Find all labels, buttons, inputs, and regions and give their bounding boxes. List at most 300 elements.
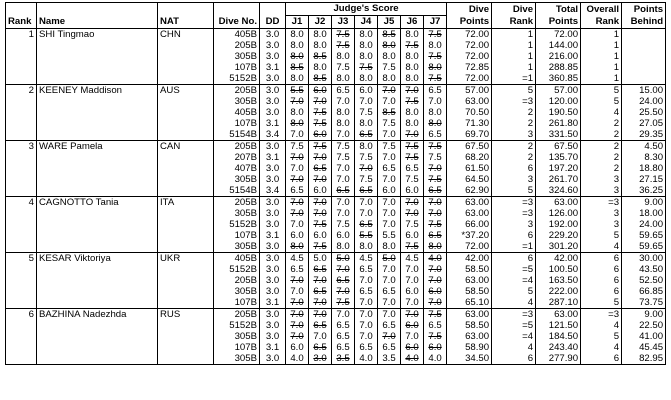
judge-score-cell <box>355 29 378 41</box>
judge-score-cell <box>309 342 332 353</box>
dive-points: 63.00 <box>447 208 492 219</box>
judge-score-cell <box>309 118 332 129</box>
judge-score-cell <box>401 320 424 331</box>
judge-score: 7.0 <box>290 331 304 342</box>
judge-score: 6.5 <box>336 275 350 286</box>
judge-score: 8.0 <box>359 40 373 51</box>
total-points: 324.60 <box>536 185 581 197</box>
judge-score: 7.0 <box>359 163 373 174</box>
judge-score-cell <box>424 29 447 41</box>
judge-score: 7.5 <box>336 40 350 51</box>
dive-number: 305B <box>214 96 260 107</box>
overall-rank: 2 <box>581 152 622 163</box>
dive-rank: 3 <box>492 219 536 230</box>
judge-score-cell <box>424 241 447 253</box>
judge-score-cell <box>355 253 378 265</box>
judge-score: 7.0 <box>405 331 419 342</box>
judge-score: 8.0 <box>428 118 442 129</box>
header-nat: NAT <box>158 3 214 29</box>
athlete-name: BAZHINA Nadezhda <box>37 309 158 321</box>
empty-cell <box>6 275 37 286</box>
empty-cell <box>6 163 37 174</box>
empty-cell <box>158 174 214 185</box>
judge-score: 7.5 <box>313 107 327 118</box>
overall-rank: 4 <box>581 320 622 331</box>
empty-cell <box>158 40 214 51</box>
judge-score-cell <box>355 174 378 185</box>
empty-cell <box>37 342 158 353</box>
judge-score: 8.0 <box>405 73 419 84</box>
dive-dd: 3.0 <box>260 96 286 107</box>
judge-score-cell <box>332 40 355 51</box>
points-behind: 29.35 <box>622 129 666 141</box>
dive-number: 205B <box>214 141 260 153</box>
empty-cell <box>6 152 37 163</box>
dive-rank: =3 <box>492 96 536 107</box>
judge-score: 4.5 <box>290 253 304 264</box>
judge-score-cell <box>401 297 424 309</box>
dive-points: 72.00 <box>447 29 492 41</box>
judge-score-cell <box>355 241 378 253</box>
judge-score-cell <box>355 96 378 107</box>
judge-score-cell <box>401 230 424 241</box>
judge-score-cell <box>332 51 355 62</box>
judge-score: 8.5 <box>313 51 327 62</box>
judge-score: 6.0 <box>313 129 327 140</box>
overall-rank: =3 <box>581 197 622 209</box>
judge-score-cell <box>424 331 447 342</box>
judge-score: 7.5 <box>405 141 419 152</box>
judge-score-cell <box>401 107 424 118</box>
judge-score-cell <box>309 297 332 309</box>
judge-score-cell <box>424 51 447 62</box>
judge-score: 7.0 <box>359 275 373 286</box>
judge-score: 7.0 <box>290 219 304 230</box>
judge-score: 7.0 <box>428 297 442 308</box>
dive-dd: 3.0 <box>260 264 286 275</box>
points-behind: 15.00 <box>622 85 666 97</box>
judge-score-cell <box>401 275 424 286</box>
judge-score: 6.0 <box>428 286 442 297</box>
points-behind: 4.50 <box>622 141 666 153</box>
judge-score: 7.5 <box>428 331 442 342</box>
judge-score: 6.5 <box>336 320 350 331</box>
header-judge-1: J1 <box>286 16 309 29</box>
empty-cell <box>158 96 214 107</box>
judge-score-cell <box>309 174 332 185</box>
dive-rank: 1 <box>492 29 536 41</box>
table-row <box>6 96 666 107</box>
judge-score: 6.0 <box>405 320 419 331</box>
judge-score: 4.0 <box>428 253 442 264</box>
judge-score: 7.0 <box>359 297 373 308</box>
header-overall-rank: Overall Rank <box>581 3 622 29</box>
overall-rank: 1 <box>581 51 622 62</box>
judge-score-cell <box>424 342 447 353</box>
empty-cell <box>158 62 214 73</box>
judge-score-cell <box>378 141 401 153</box>
judge-score-cell <box>309 163 332 174</box>
judge-score: 7.0 <box>405 297 419 308</box>
judge-score: 8.0 <box>428 107 442 118</box>
judge-score-cell <box>332 129 355 141</box>
table-row <box>6 129 666 141</box>
dive-rank: 5 <box>492 286 536 297</box>
dive-number: 305B <box>214 353 260 365</box>
judge-score-cell <box>378 342 401 353</box>
empty-cell <box>37 62 158 73</box>
judge-score-cell <box>286 51 309 62</box>
athlete-nat: CAN <box>158 141 214 153</box>
points-behind: 24.00 <box>622 219 666 230</box>
dive-points: 71.30 <box>447 118 492 129</box>
points-behind: 27.05 <box>622 118 666 129</box>
total-points: 72.00 <box>536 29 581 41</box>
judge-score: 8.0 <box>359 241 373 252</box>
points-behind: 18.00 <box>622 208 666 219</box>
dive-dd: 3.0 <box>260 40 286 51</box>
empty-cell <box>37 297 158 309</box>
judge-score: 8.0 <box>290 241 304 252</box>
dive-number: 405B <box>214 107 260 118</box>
dive-dd: 3.0 <box>260 320 286 331</box>
total-points: 135.70 <box>536 152 581 163</box>
header-name: Name <box>37 3 158 29</box>
dive-number: 205B <box>214 197 260 209</box>
athlete-name: SHI Tingmao <box>37 29 158 41</box>
judge-score-cell <box>332 219 355 230</box>
judge-score: 7.5 <box>428 219 442 230</box>
judge-score-cell <box>286 241 309 253</box>
judge-score: 6.5 <box>336 331 350 342</box>
athlete-nat: CHN <box>158 29 214 41</box>
dive-dd: 3.1 <box>260 62 286 73</box>
judge-score-cell <box>401 264 424 275</box>
judge-score-cell <box>378 353 401 365</box>
total-points: 42.00 <box>536 253 581 265</box>
judge-score: 7.0 <box>290 197 304 208</box>
dive-dd: 3.0 <box>260 353 286 365</box>
judge-score: 8.0 <box>382 51 396 62</box>
judge-score: 3.0 <box>313 353 327 364</box>
judge-score-cell <box>332 286 355 297</box>
judge-score: 6.5 <box>290 264 304 275</box>
empty-cell <box>158 185 214 197</box>
judge-score: 8.0 <box>290 107 304 118</box>
judge-score-cell <box>378 264 401 275</box>
athlete-rank: 2 <box>6 85 37 97</box>
dive-rank: 6 <box>492 230 536 241</box>
judge-score-cell <box>378 275 401 286</box>
header-judge-4: J4 <box>355 16 378 29</box>
table-row <box>6 141 666 153</box>
empty-cell <box>158 129 214 141</box>
judge-score-cell <box>378 96 401 107</box>
empty-cell <box>37 107 158 118</box>
judge-score-cell <box>378 297 401 309</box>
judge-score-cell <box>424 286 447 297</box>
judge-score: 7.0 <box>359 331 373 342</box>
dive-dd: 3.1 <box>260 230 286 241</box>
judge-score: 6.5 <box>313 342 327 353</box>
judge-score: 8.0 <box>290 118 304 129</box>
judge-score-cell <box>286 118 309 129</box>
points-behind: 24.00 <box>622 96 666 107</box>
dive-rank: 5 <box>492 85 536 97</box>
judge-score-cell <box>424 197 447 209</box>
judge-score: 8.0 <box>336 51 350 62</box>
table-row <box>6 309 666 321</box>
judge-score: 8.0 <box>405 118 419 129</box>
judge-score-cell <box>401 185 424 197</box>
judge-score: 7.5 <box>359 174 373 185</box>
judge-score-cell <box>355 353 378 365</box>
dive-points: 63.00 <box>447 96 492 107</box>
judge-score: 6.0 <box>313 85 327 96</box>
dive-points: 72.00 <box>447 40 492 51</box>
judge-score: 8.0 <box>359 51 373 62</box>
judge-score: 7.0 <box>382 264 396 275</box>
judge-score-cell <box>401 241 424 253</box>
judge-score: 8.0 <box>428 241 442 252</box>
dive-points: 67.50 <box>447 141 492 153</box>
dive-rank: 3 <box>492 174 536 185</box>
table-row <box>6 219 666 230</box>
points-behind: 9.00 <box>622 197 666 209</box>
judge-score-cell <box>309 208 332 219</box>
points-behind: 73.75 <box>622 297 666 309</box>
points-behind: 30.00 <box>622 253 666 265</box>
dive-points: 72.00 <box>447 241 492 253</box>
judge-score-cell <box>378 197 401 209</box>
table-row <box>6 62 666 73</box>
judge-score: 7.0 <box>336 309 350 320</box>
judge-score: 5.5 <box>290 85 304 96</box>
judge-score: 7.0 <box>336 96 350 107</box>
judge-score: 7.5 <box>428 73 442 84</box>
judge-score-cell <box>424 96 447 107</box>
points-behind: 45.45 <box>622 342 666 353</box>
dive-dd: 3.0 <box>260 331 286 342</box>
total-points: 121.50 <box>536 320 581 331</box>
dive-number: 305B <box>214 286 260 297</box>
dive-rank: =1 <box>492 241 536 253</box>
dive-rank: 4 <box>492 342 536 353</box>
judge-score-cell <box>309 241 332 253</box>
judge-score-cell <box>424 230 447 241</box>
judge-score: 7.5 <box>336 297 350 308</box>
judge-score: 6.5 <box>313 264 327 275</box>
header-dive-rank: Dive Rank <box>492 3 536 29</box>
judge-score: 7.5 <box>428 152 442 163</box>
dive-dd: 3.0 <box>260 107 286 118</box>
dive-dd: 3.0 <box>260 286 286 297</box>
judge-score: 8.0 <box>428 62 442 73</box>
judge-score-cell <box>309 152 332 163</box>
table-row <box>6 353 666 365</box>
judge-score-cell <box>332 185 355 197</box>
judge-score-cell <box>286 107 309 118</box>
judge-score: 5.0 <box>313 253 327 264</box>
judge-score-cell <box>355 118 378 129</box>
judge-score-cell <box>401 62 424 73</box>
judge-score: 7.5 <box>336 29 350 40</box>
total-points: 197.20 <box>536 163 581 174</box>
athlete-group <box>6 253 666 309</box>
dive-rank: 3 <box>492 129 536 141</box>
total-points: 190.50 <box>536 107 581 118</box>
judge-score-cell <box>286 342 309 353</box>
judge-score-cell <box>309 107 332 118</box>
judge-score-cell <box>286 309 309 321</box>
judge-score: 6.5 <box>336 185 350 196</box>
empty-cell <box>6 353 37 365</box>
judge-score-cell <box>378 118 401 129</box>
total-points: 192.00 <box>536 219 581 230</box>
judge-score: 7.5 <box>382 118 396 129</box>
judge-score: 8.0 <box>290 40 304 51</box>
judge-score: 8.0 <box>382 73 396 84</box>
judge-score: 4.0 <box>290 353 304 364</box>
judge-score: 7.0 <box>428 197 442 208</box>
judge-score-cell <box>332 208 355 219</box>
empty-cell <box>37 286 158 297</box>
judge-score: 6.0 <box>405 342 419 353</box>
dive-number: 305B <box>214 331 260 342</box>
empty-cell <box>158 163 214 174</box>
table-row <box>6 197 666 209</box>
judge-score-cell <box>401 286 424 297</box>
overall-rank: 2 <box>581 163 622 174</box>
judge-score-cell <box>332 118 355 129</box>
dive-points: 64.50 <box>447 174 492 185</box>
header-points-behind: Points Behind <box>622 3 666 29</box>
empty-cell <box>158 118 214 129</box>
judge-score-cell <box>355 73 378 85</box>
athlete-name: WARE Pamela <box>37 141 158 153</box>
dive-rank: =3 <box>492 208 536 219</box>
judge-score-cell <box>378 174 401 185</box>
judge-score: 8.0 <box>405 107 419 118</box>
dive-rank: 1 <box>492 51 536 62</box>
header-dive-points: Dive Points <box>447 3 492 29</box>
empty-cell <box>158 320 214 331</box>
judge-score: 7.0 <box>382 174 396 185</box>
judge-score: 7.0 <box>359 309 373 320</box>
table-row <box>6 85 666 97</box>
judge-score: 7.0 <box>313 152 327 163</box>
table-row <box>6 342 666 353</box>
judge-score: 8.0 <box>313 29 327 40</box>
header-judge-7: J7 <box>424 16 447 29</box>
judge-score: 7.0 <box>336 129 350 140</box>
athlete-nat: UKR <box>158 253 214 265</box>
empty-cell <box>37 51 158 62</box>
empty-cell <box>37 353 158 365</box>
judge-score: 6.5 <box>405 163 419 174</box>
overall-rank: 2 <box>581 118 622 129</box>
dive-rank: 2 <box>492 107 536 118</box>
empty-cell <box>6 297 37 309</box>
judge-score: 6.5 <box>313 286 327 297</box>
judge-score-cell <box>424 129 447 141</box>
judge-score-cell <box>401 208 424 219</box>
judge-score: 8.0 <box>336 118 350 129</box>
judge-score-cell <box>332 342 355 353</box>
points-behind: 25.50 <box>622 107 666 118</box>
judge-score-cell <box>424 297 447 309</box>
judge-score: 5.0 <box>336 253 350 264</box>
dive-number: 5152B <box>214 320 260 331</box>
judge-score-cell <box>286 264 309 275</box>
judge-score-cell <box>286 141 309 153</box>
points-behind: 18.80 <box>622 163 666 174</box>
dive-number: 5152B <box>214 73 260 85</box>
dive-dd: 3.0 <box>260 141 286 153</box>
judge-score: 7.0 <box>359 197 373 208</box>
empty-cell <box>158 353 214 365</box>
empty-cell <box>158 286 214 297</box>
judge-score-cell <box>401 129 424 141</box>
judge-score-cell <box>378 286 401 297</box>
dive-number: 405B <box>214 253 260 265</box>
judge-score-cell <box>355 152 378 163</box>
header-total-points: Total Points <box>536 3 581 29</box>
judge-score: 7.5 <box>336 62 350 73</box>
total-points: 261.70 <box>536 174 581 185</box>
dive-dd: 3.1 <box>260 342 286 353</box>
dive-dd: 3.0 <box>260 309 286 321</box>
header-judges-score: Judge's Score <box>286 3 447 16</box>
dive-number: 207B <box>214 152 260 163</box>
dive-number: 305B <box>214 174 260 185</box>
table-row <box>6 331 666 342</box>
judge-score-cell <box>355 219 378 230</box>
judge-score-cell <box>401 163 424 174</box>
judge-score-cell <box>286 73 309 85</box>
judge-score-cell <box>332 96 355 107</box>
total-points: 100.50 <box>536 264 581 275</box>
judge-score: 6.0 <box>382 185 396 196</box>
judge-score-cell <box>378 241 401 253</box>
judge-score-cell <box>401 174 424 185</box>
points-behind: 59.65 <box>622 241 666 253</box>
total-points: 288.85 <box>536 62 581 73</box>
judge-score-cell <box>286 219 309 230</box>
judge-score: 6.5 <box>428 185 442 196</box>
overall-rank: 2 <box>581 129 622 141</box>
judge-score-cell <box>401 51 424 62</box>
judge-score-cell <box>401 219 424 230</box>
judge-score: 3.5 <box>336 353 350 364</box>
judge-score-cell <box>355 129 378 141</box>
judge-score-cell <box>378 185 401 197</box>
empty-cell <box>158 107 214 118</box>
judge-score: 7.0 <box>290 152 304 163</box>
judge-score: 7.0 <box>405 309 419 320</box>
dive-rank: 1 <box>492 62 536 73</box>
judge-score-cell <box>332 107 355 118</box>
header-judge-2: J2 <box>309 16 332 29</box>
judge-score: 8.0 <box>382 40 396 51</box>
table-row <box>6 230 666 241</box>
judge-score: 7.0 <box>290 96 304 107</box>
dive-dd: 3.4 <box>260 129 286 141</box>
judge-score-cell <box>355 107 378 118</box>
judge-score: 6.0 <box>405 230 419 241</box>
judge-score-cell <box>378 163 401 174</box>
judge-score: 7.5 <box>359 62 373 73</box>
